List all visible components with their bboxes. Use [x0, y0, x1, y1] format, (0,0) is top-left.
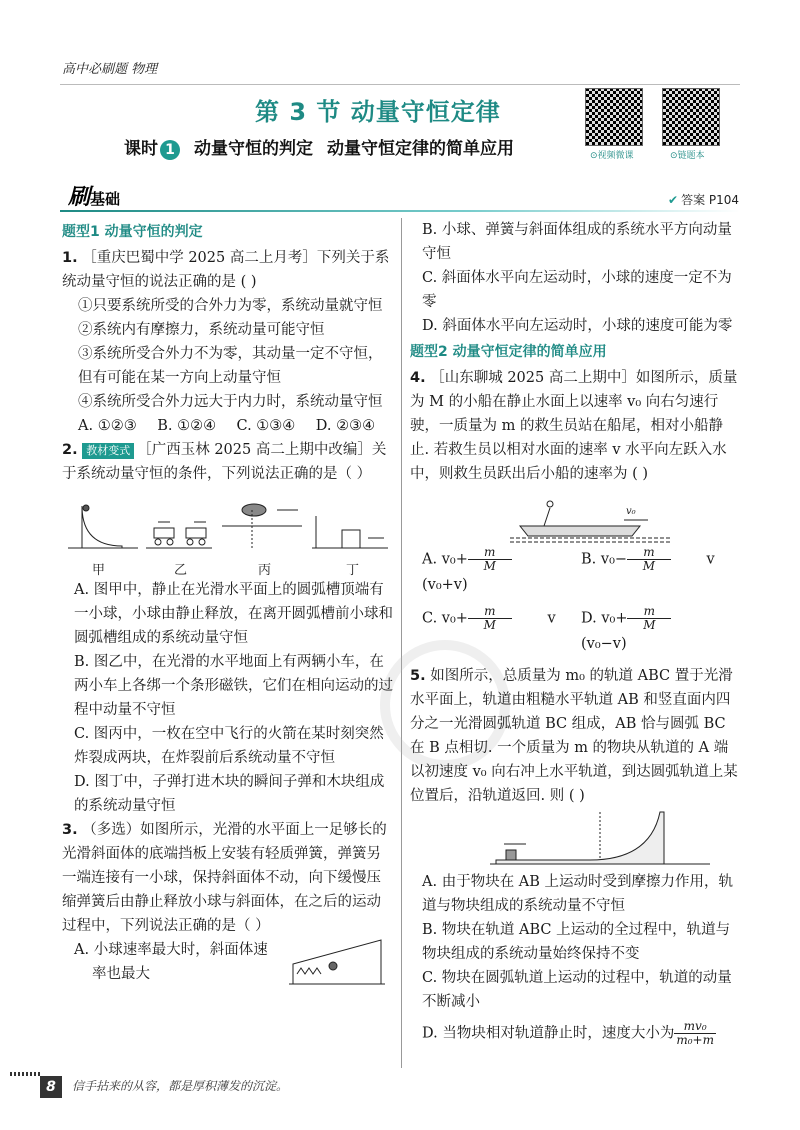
q4-a-post: (v₀+v) — [422, 577, 468, 593]
question-2 — [62, 438, 395, 818]
footer-dots — [10, 1072, 40, 1076]
q3-option-a-line2: 率也最大 — [92, 966, 150, 982]
book-title: 高中必刷题 物理 — [62, 62, 158, 77]
q4-b-den: M — [642, 559, 656, 573]
q4-stem: ［山东聊城 2025 高二上期中］如图所示，质量为 M 的小船在静止水面上以速率 v₀ 向右匀速行驶，一质量为 m 的救生员站在船尾，相对小船静止. 若救生员以相对水面的速率 v 水平向左跃入水中，则救生员跃出后小船的速率为 ( ) — [410, 370, 738, 482]
q1-number: 1. — [62, 250, 78, 266]
q1-options — [62, 414, 395, 438]
banner-basic — [68, 180, 120, 211]
q4-d-pre: D. v₀+ — [581, 610, 628, 627]
q3-option-a-row — [62, 938, 395, 988]
brush-icon: 刷 — [68, 185, 91, 210]
q2-number: 2. — [62, 442, 78, 458]
q3-option-a-line1: A. 小球速率最大时，斜面体速 — [74, 942, 268, 958]
answer-text: 答案 P104 — [681, 193, 740, 207]
left-column — [62, 218, 395, 988]
q5-stem: 如图所示，总质量为 m₀ 的轨道 ABC 置于光滑水平面上，轨道由粗糙水平轨道 AB 和竖直面内四分之一光滑圆弧轨道 BC 组成，AB 恰与圆弧 BC 在 B 点相切. 一个质量为 m 的物块从轨道的 A 端以初速度 v₀ 向右冲上水平轨道，到达圆弧轨道上某位置后，沿轨道返回. 则 ( ) — [410, 668, 738, 804]
lesson-title-1: 动量守恒的判定 — [194, 139, 313, 159]
q4-a-pre: A. v₀+ — [422, 551, 468, 568]
q4-a-den: M — [483, 559, 496, 573]
q4-c-post: v — [547, 610, 556, 627]
q4-option-b[interactable] — [581, 546, 740, 597]
q4-fig-v0: v₀ — [626, 506, 636, 517]
q1-option-d[interactable]: D. ②③④ — [315, 418, 376, 434]
page-number: 8 — [40, 1076, 62, 1098]
q4-d-post: (v₀−v) — [581, 636, 627, 652]
question-4 — [410, 366, 740, 656]
type1-heading: 题型1 动量守恒的判定 — [62, 224, 203, 240]
q4-a-num: m — [468, 546, 512, 560]
check-icon: ✔ — [668, 193, 679, 207]
q4-b-post: v — [706, 551, 715, 568]
lesson-title — [124, 134, 514, 160]
footer-motto: 信手拈来的从容，都是厚积薄发的沉淀。 — [72, 1079, 289, 1093]
fig-label-yi: 乙 — [174, 563, 188, 578]
q2-option-b[interactable]: B. 图乙中，在光滑的水平地面上有两辆小车，在两小车上各绑一个条形磁铁，它们在相向运动的过程中动量不守恒 — [74, 654, 393, 718]
q3-figure — [287, 934, 387, 988]
answer-ref — [668, 191, 739, 208]
header-divider — [60, 84, 740, 85]
q3-option-c[interactable]: C. 斜面体水平向左运动时，小球的速度一定不为零 — [422, 270, 732, 310]
q5-d-pre: D. 当物块相对轨道静止时，速度大小为 — [422, 1025, 675, 1042]
column-divider — [401, 218, 402, 1068]
question-3 — [62, 818, 395, 988]
q1-statement-1: ①只要系统所受的合外力为零，系统动量就守恒 — [78, 298, 383, 314]
q5-d-den: m₀+m — [676, 1033, 714, 1047]
q1-stem: ［重庆巴蜀中学 2025 高二上月考］下列关于系统动量守恒的说法正确的是 ( ) — [62, 250, 390, 290]
q4-option-c[interactable] — [422, 605, 581, 656]
q4-c-pre: C. v₀+ — [422, 610, 468, 627]
q5-number: 5. — [410, 668, 426, 684]
right-column — [410, 218, 740, 1047]
q4-c-den: M — [483, 618, 496, 632]
q4-d-frac — [627, 605, 707, 632]
q5-d-frac — [674, 1020, 716, 1047]
qr-code-video[interactable] — [585, 88, 643, 146]
q1-statement-2: ②系统内有摩擦力，系统动量可能守恒 — [78, 322, 325, 338]
q5-option-c[interactable]: C. 物块在圆弧轨道上运动的过程中，轨道的动量不断减小 — [422, 970, 732, 1010]
q2-figure — [62, 486, 392, 578]
q2-stem: ［广西玉林 2025 高二上期中改编］关于系统动量守恒的条件，下列说法正确的是（ ） — [62, 442, 387, 482]
q1-option-b[interactable]: B. ①②④ — [157, 418, 217, 434]
q4-c-frac — [468, 605, 548, 632]
q4-option-a[interactable] — [422, 546, 581, 597]
q3-option-d[interactable]: D. 斜面体水平向左运动时，小球的速度可能为零 — [422, 318, 733, 334]
q2-tag: 教材变式 — [82, 443, 134, 459]
fig-label-ding: 丁 — [346, 563, 360, 578]
q4-d-den: M — [643, 618, 656, 632]
qr-code-book[interactable] — [662, 88, 720, 146]
q4-d-num: m — [627, 605, 671, 619]
section-title: 第 3 节 动量守恒定律 — [255, 98, 501, 126]
q2-option-c[interactable]: C. 图丙中，一枚在空中飞行的火箭在某时刻突然炸裂成两块，在炸裂前后系统动量不守恒 — [74, 726, 384, 766]
q4-number: 4. — [410, 370, 426, 386]
qr-caption-video: ⊙视频微课 — [590, 151, 634, 161]
q5-figure — [410, 808, 740, 870]
fig-label-jia: 甲 — [92, 563, 106, 578]
q3-option-b[interactable]: B. 小球、弹簧与斜面体组成的系统水平方向动量守恒 — [422, 222, 732, 262]
q4-a-frac — [468, 546, 548, 573]
q4-b-num: m — [627, 546, 671, 560]
q5-option-d[interactable] — [410, 1020, 740, 1047]
fig-label-bing: 丙 — [258, 563, 272, 578]
q2-option-a[interactable]: A. 图甲中，静止在光滑水平面上的圆弧槽顶端有一小球，小球由静止释放，在离开圆弧槽前小球和圆弧槽组成的系统动量守恒 — [74, 582, 393, 646]
banner-label: 基础 — [90, 190, 121, 208]
qr-caption-book: ⊙链题本 — [670, 151, 705, 161]
q1-statement-3: ③系统所受合外力不为零，其动量一定不守恒，但有可能在某一方向上动量守恒 — [78, 346, 383, 386]
q4-options — [410, 546, 740, 656]
q1-statement-4: ④系统所受合外力远大于内力时，系统动量守恒 — [78, 394, 383, 410]
q5-option-a[interactable]: A. 由于物块在 AB 上运动时受到摩擦力作用，轨道与物块组成的系统动量不守恒 — [422, 874, 734, 914]
lesson-number-badge: 1 — [160, 140, 180, 160]
q1-option-c[interactable]: C. ①③④ — [236, 418, 296, 434]
type2-heading: 题型2 动量守恒定律的简单应用 — [410, 344, 607, 360]
question-1 — [62, 246, 395, 438]
q3-number: 3. — [62, 822, 78, 838]
q5-option-b[interactable]: B. 物块在轨道 ABC 上运动的全过程中，轨道与物块组成的系统动量始终保持不变 — [422, 922, 731, 962]
lesson-title-2: 动量守恒定律的简单应用 — [327, 139, 514, 159]
q4-option-d[interactable] — [581, 605, 740, 656]
q5-d-num: mv₀ — [674, 1020, 716, 1034]
q4-b-pre: B. v₀− — [581, 551, 628, 568]
lesson-prefix: 课时 — [124, 139, 158, 159]
q2-option-d[interactable]: D. 图丁中，子弹打进木块的瞬间子弹和木块组成的系统动量守恒 — [74, 774, 385, 814]
q4-c-num: m — [468, 605, 512, 619]
q4-figure — [410, 486, 740, 546]
q4-b-frac — [627, 546, 707, 573]
q3-stem: （多选）如图所示，光滑的水平面上一足够长的光滑斜面体的底端挡板上安装有轻质弹簧，弹簧另一端连接有一小球，保持斜面体不动，向下缓慢压缩弹簧后由静止释放小球与斜面体，在之后的运动过程中，下列说法正确的是（ ） — [62, 822, 387, 934]
question-5 — [410, 664, 740, 1047]
banner-rule — [60, 210, 740, 212]
q1-option-a[interactable]: A. ①②③ — [78, 418, 137, 434]
